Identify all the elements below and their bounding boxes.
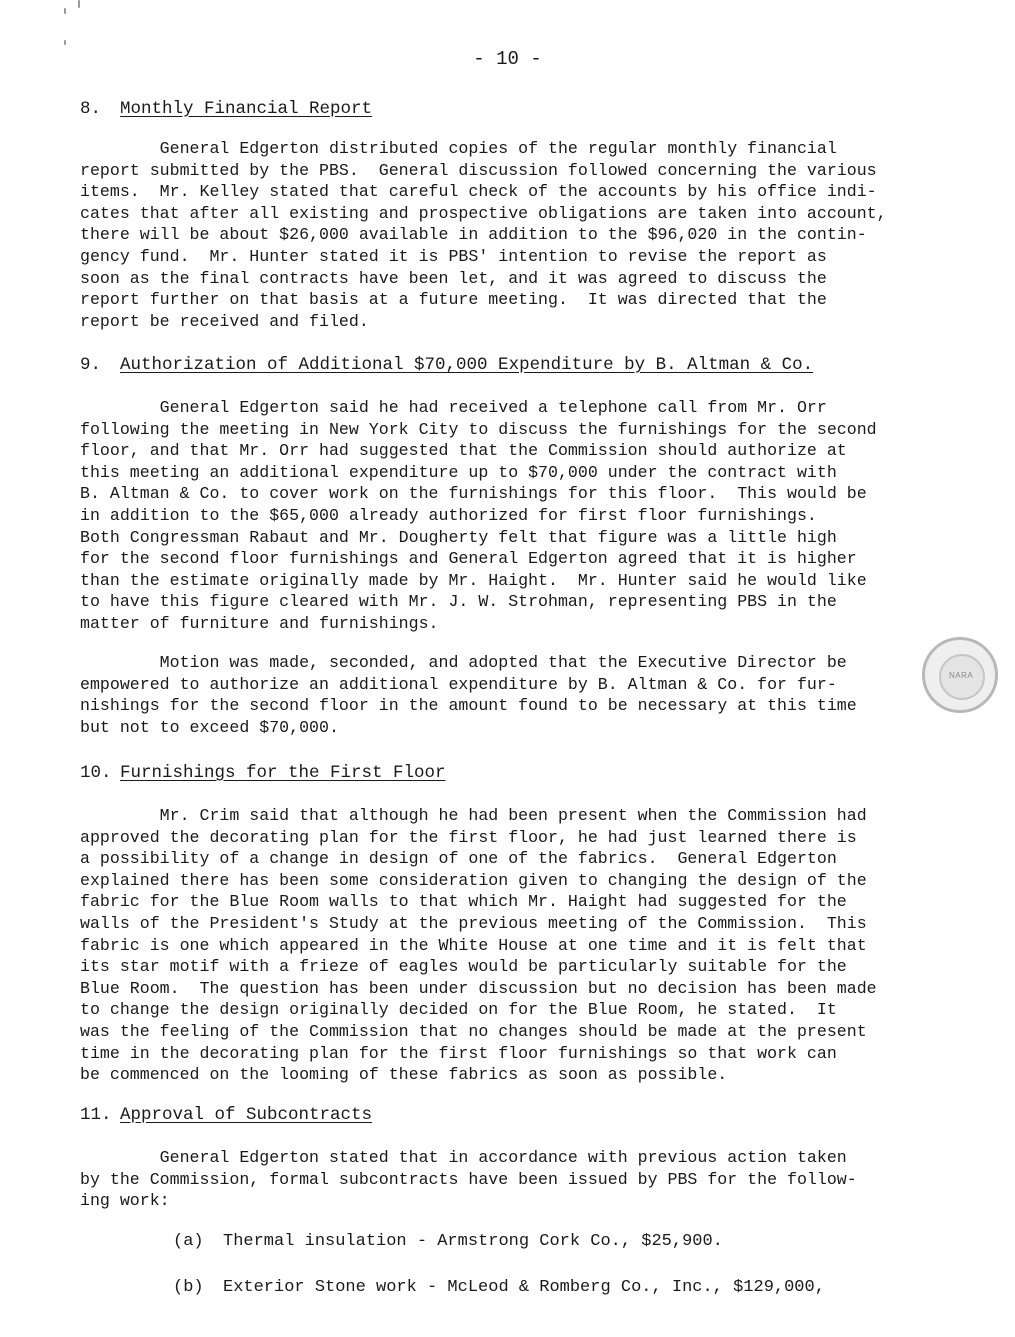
section-heading-8 [80, 99, 372, 119]
section-number: 10. [80, 763, 112, 783]
text-line: be commenced on the looming of these fabrics as soon as possible. [80, 1065, 728, 1085]
section-10-paragraph-1 [80, 805, 915, 1086]
scan-speck [64, 8, 66, 14]
text-line: this meeting an additional expenditure up to $70,000 under the contract with [80, 462, 837, 482]
text-line: report further on that basis at a future meeting. It was directed that the [80, 290, 827, 310]
text-line: than the estimate originally made by Mr. Haight. Mr. Hunter said he would like [80, 570, 867, 590]
text-line: gency fund. Mr. Hunter stated it is PBS' intention to revise the report as [80, 246, 827, 266]
section-number: 8. [80, 99, 102, 119]
section-heading-10 [80, 763, 446, 783]
text-line: nishings for the second floor in the amount found to be necessary at this time [80, 696, 857, 716]
scan-speck [64, 40, 66, 45]
section-title: Authorization of Additional $70,000 Expenditure by B. Altman & Co. [120, 355, 814, 375]
text-line: empowered to authorize an additional expenditure by B. Altman & Co. for fur- [80, 674, 837, 694]
text-line: to have this figure cleared with Mr. J. W. Strohman, representing PBS in the [80, 592, 837, 612]
text-line: a possibility of a change in design of one of the fabrics. General Edgerton [80, 849, 837, 869]
text-line: Motion was made, seconded, and adopted that the Executive Director be [80, 653, 847, 672]
list-item [173, 1278, 825, 1297]
text-line: walls of the President's Study at the previous meeting of the Commission. This [80, 913, 867, 933]
text-line: by the Commission, formal subcontracts have been issued by PBS for the follow- [80, 1169, 857, 1189]
text-line: to change the design originally decided on for the Blue Room, he stated. It [80, 1000, 837, 1020]
section-heading-9 [80, 355, 813, 375]
text-line: ing work: [80, 1191, 170, 1211]
scan-speck [78, 0, 80, 8]
section-8-paragraph-1 [80, 138, 915, 332]
section-9-paragraph-1 [80, 397, 915, 635]
text-line: fabric is one which appeared in the White House at one time and it is felt that [80, 935, 867, 955]
section-title: Monthly Financial Report [120, 99, 373, 119]
text-line: Both Congressman Rabaut and Mr. Dougherty felt that figure was a little high [80, 527, 837, 547]
text-line: approved the decorating plan for the first floor, he had just learned there is [80, 827, 857, 847]
list-item [173, 1232, 723, 1251]
section-number: 11. [80, 1105, 112, 1125]
text-line: but not to exceed $70,000. [80, 717, 339, 737]
text-line: matter of furniture and furnishings. [80, 613, 439, 633]
page-number: - 10 - [473, 48, 542, 70]
text-line: time in the decorating plan for the first floor furnishings so that work can [80, 1043, 837, 1063]
text-line: cates that after all existing and prospective obligations are taken into account, [80, 203, 887, 223]
text-line: General Edgerton stated that in accordance with previous action taken [80, 1148, 847, 1167]
section-9-paragraph-2 [80, 652, 915, 738]
text-line: for the second floor furnishings and General Edgerton agreed that it is higher [80, 549, 857, 569]
seal-text: NARA [949, 671, 974, 680]
text-line: Blue Room. The question has been under discussion but no decision has been made [80, 978, 877, 998]
text-line: B. Altman & Co. to cover work on the furnishings for this floor. This would be [80, 484, 867, 504]
text-line: Mr. Crim said that although he had been present when the Commission had [80, 806, 867, 825]
section-number: 9. [80, 355, 102, 375]
section-11-paragraph-1 [80, 1147, 915, 1212]
text-line: was the feeling of the Commission that no changes should be made at the present [80, 1021, 867, 1041]
text-line: in addition to the $65,000 already authorized for first floor furnishings. [80, 505, 817, 525]
text-line: there will be about $26,000 available in addition to the $96,020 in the contin- [80, 225, 867, 245]
section-title: Approval of Subcontracts [120, 1105, 373, 1125]
list-item-label: (b) [173, 1278, 204, 1297]
section-heading-11 [80, 1105, 372, 1125]
text-line: General Edgerton said he had received a telephone call from Mr. Orr [80, 398, 827, 417]
text-line: soon as the final contracts have been let, and it was agreed to discuss the [80, 268, 827, 288]
text-line: explained there has been some consideration given to changing the design of the [80, 870, 867, 890]
section-title: Furnishings for the First Floor [120, 763, 446, 783]
text-line: report submitted by the PBS. General discussion followed concerning the various [80, 160, 877, 180]
archive-seal-icon [922, 637, 998, 713]
text-line: following the meeting in New York City to discuss the furnishings for the second [80, 419, 877, 439]
text-line: General Edgerton distributed copies of the regular monthly financial [80, 139, 837, 158]
text-line: floor, and that Mr. Orr had suggested that the Commission should authorize at [80, 441, 847, 461]
text-line: its star motif with a frieze of eagles would be particularly suitable for the [80, 957, 847, 977]
list-item-text: Thermal insulation - Armstrong Cork Co., $25,900. [223, 1232, 723, 1251]
text-line: items. Mr. Kelley stated that careful check of the accounts by his office indi- [80, 182, 877, 202]
text-line: fabric for the Blue Room walls to that which Mr. Haight had suggested for the [80, 892, 847, 912]
list-item-label: (a) [173, 1232, 204, 1251]
list-item-text: Exterior Stone work - McLeod & Romberg Co., Inc., $129,000, [223, 1278, 825, 1297]
text-line: report be received and filed. [80, 311, 369, 331]
